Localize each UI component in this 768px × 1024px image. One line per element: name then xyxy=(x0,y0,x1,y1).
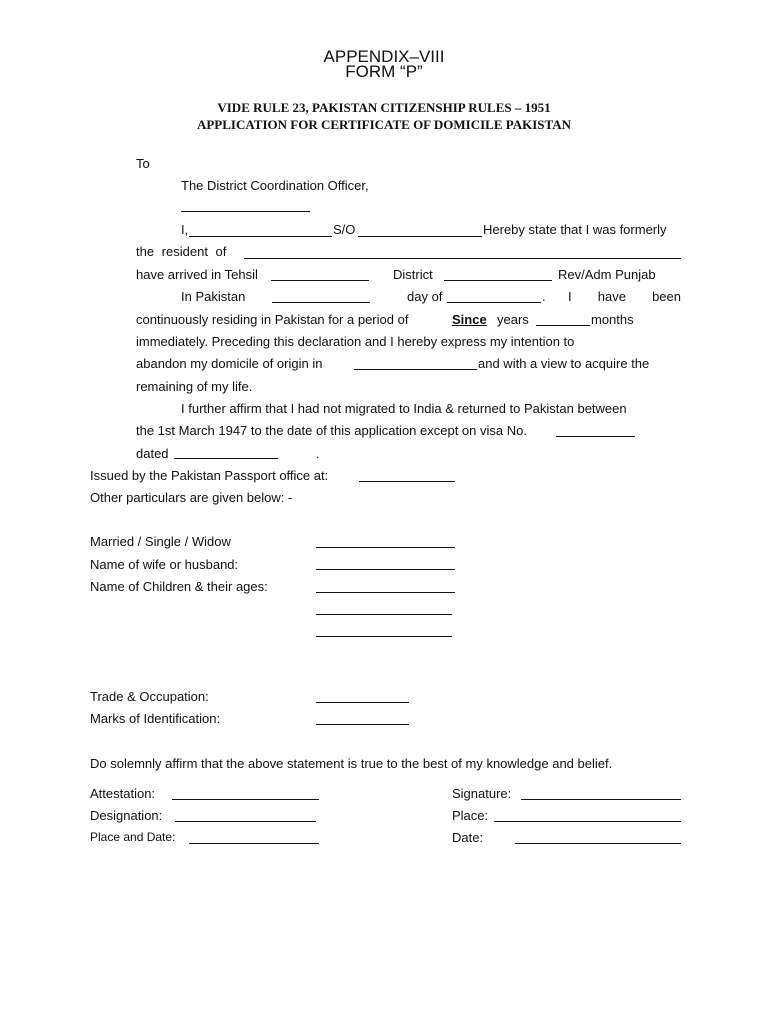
march-text: the 1st March 1947 to the date of this application except on visa No. xyxy=(136,423,527,438)
place-label: Place: xyxy=(452,808,489,823)
attestation-label: Attestation: xyxy=(90,786,156,801)
officer-blank[interactable] xyxy=(181,211,310,212)
domicile-origin-blank[interactable] xyxy=(354,369,477,370)
children-blank-1[interactable] xyxy=(316,592,455,593)
spouse-name-label: Name of wife or husband: xyxy=(90,557,239,572)
tehsil-blank[interactable] xyxy=(271,280,369,281)
father-name-blank[interactable] xyxy=(358,236,482,237)
designation-blank[interactable] xyxy=(175,821,316,822)
rev-adm-label: Rev/Adm Punjab xyxy=(558,267,656,282)
appendix-title: APPENDIX–VIII xyxy=(323,47,445,66)
place-date-label: Place and Date: xyxy=(90,830,176,844)
date-blank[interactable] xyxy=(515,843,681,844)
i-have-been-text: I have been xyxy=(568,289,681,304)
remaining-text: remaining of my life. xyxy=(136,379,253,394)
so-label: S/O xyxy=(333,222,356,237)
dated-blank[interactable] xyxy=(174,458,278,459)
tehsil-label: have arrived in Tehsil xyxy=(136,267,258,282)
since-label: Since xyxy=(452,312,487,327)
visa-no-blank[interactable] xyxy=(556,436,635,437)
to-label: To xyxy=(136,156,150,171)
applicant-name-blank[interactable] xyxy=(189,236,332,237)
other-particulars-text: Other particulars are given below: - xyxy=(90,490,293,505)
immediately-text: immediately. Preceding this declaration and I hereby express my intention to xyxy=(136,334,575,349)
date-label: Date: xyxy=(452,830,484,845)
application-heading: APPLICATION FOR CERTIFICATE OF DOMICILE PAKISTAN xyxy=(196,117,572,132)
day-of-blank[interactable] xyxy=(447,302,541,303)
form-title: FORM “P” xyxy=(345,62,423,81)
signature-blank[interactable] xyxy=(521,799,681,800)
attestation-blank[interactable] xyxy=(172,799,319,800)
dated-dot: . xyxy=(316,446,320,461)
spouse-name-blank[interactable] xyxy=(316,569,455,570)
place-blank[interactable] xyxy=(494,821,681,822)
district-label: District xyxy=(393,267,433,282)
resident-of-blank[interactable] xyxy=(244,258,681,259)
issued-text: Issued by the Pakistan Passport office at: xyxy=(90,468,329,483)
years-blank[interactable] xyxy=(536,325,590,326)
affirm-text: I further affirm that I had not migrated to India & returned to Pakistan between xyxy=(181,401,627,416)
in-pakistan-blank[interactable] xyxy=(272,302,370,303)
passport-office-blank[interactable] xyxy=(359,481,455,482)
period-dot: . xyxy=(542,289,546,304)
years-label: years xyxy=(497,312,529,327)
in-pakistan-label: In Pakistan xyxy=(181,289,246,304)
trade-label: Trade & Occupation: xyxy=(90,689,209,704)
day-of-label: day of xyxy=(407,289,443,304)
months-label: months xyxy=(591,312,634,327)
district-blank[interactable] xyxy=(444,280,552,281)
hereby-text: Hereby state that I was formerly xyxy=(483,222,667,237)
i-label: I, xyxy=(181,222,189,237)
designation-label: Designation: xyxy=(90,808,163,823)
dated-label: dated xyxy=(136,446,169,461)
marital-status-label: Married / Single / Widow xyxy=(90,534,231,549)
officer-label: The District Coordination Officer, xyxy=(181,178,369,193)
identification-blank[interactable] xyxy=(316,724,409,725)
children-blank-2[interactable] xyxy=(316,614,452,615)
view-acquire-text: and with a view to acquire the xyxy=(478,356,650,371)
continuously-text: continuously residing in Pakistan for a period of xyxy=(136,312,409,327)
trade-blank[interactable] xyxy=(316,702,409,703)
resident-of-label: the resident of xyxy=(136,244,227,259)
abandon-text: abandon my domicile of origin in xyxy=(136,356,323,371)
marital-status-blank[interactable] xyxy=(316,547,455,548)
children-label: Name of Children & their ages: xyxy=(90,579,268,594)
place-date-blank[interactable] xyxy=(189,843,319,844)
rule-heading: VIDE RULE 23, PAKISTAN CITIZENSHIP RULES – 1951 xyxy=(217,100,551,115)
signature-label: Signature: xyxy=(452,786,512,801)
children-blank-3[interactable] xyxy=(316,636,452,637)
identification-label: Marks of Identification: xyxy=(90,711,221,726)
affirmation-text: Do solemnly affirm that the above statement is true to the best of my knowledge and belief. xyxy=(90,756,613,771)
